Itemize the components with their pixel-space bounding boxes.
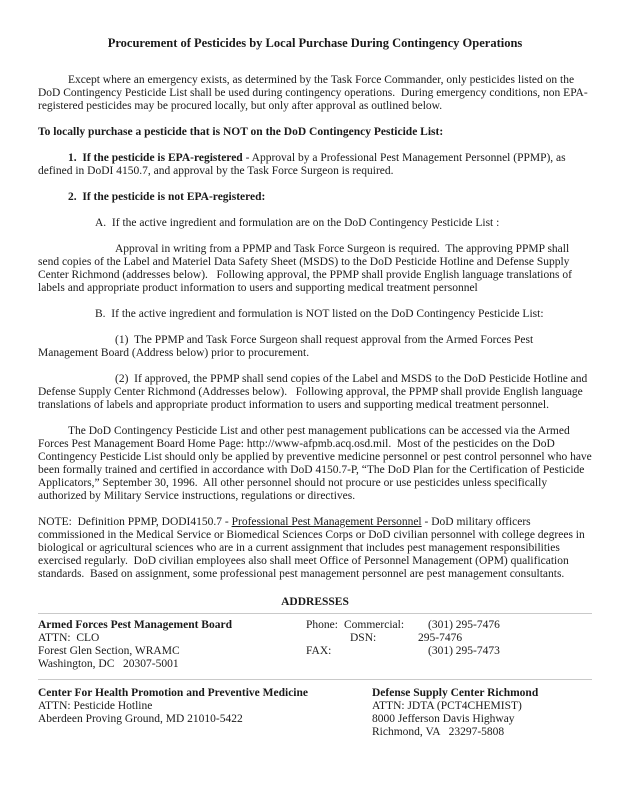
dscr-city: Richmond, VA 23297-5808 [372, 726, 505, 738]
fax-label: FAX: [306, 645, 332, 657]
dscr-address [372, 687, 538, 739]
page-title: Procurement of Pesticides by Local Purchase During Contingency Operations [107, 36, 523, 50]
dscr-attn: ATTN: JDTA (PCT4CHEMIST) [372, 700, 522, 712]
phone-block [306, 619, 500, 658]
item-1-lead: 1. If the pesticide is EPA-registered [68, 152, 243, 164]
item-1-text: - Approval by a Professional Pest Management Personnel (PPMP), as defined in DoDI 4150.7, and approval by the Task Force Surgeon is required. [38, 152, 569, 177]
afpmb-city: Washington, DC 20307-5001 [38, 658, 179, 670]
phone-spacer [306, 632, 344, 645]
note-lead: NOTE: Definition PPMP, DODI4150.7 - [38, 516, 232, 528]
note-rest: - DoD military officers commissioned in the Medical Service or Biomedical Sciences Corps or DoD civilian personnel with college degrees in biological or agricultural sciences who are in a current assignment that includes pest management responsibilities exercised regularly. DoD civilian employees also shall meet Office of Personnel Management (OPM) qualification standards. Based on assignment, some professional pest management personnel are pest management consultants. [38, 516, 588, 580]
intro-paragraph: Except where an emergency exists, as determined by the Task Force Commander, only pesticides listed on the DoD Contingency Pesticide List shall be used during contingency operations. During emergency conditions, non EPA-registered pesticides may be procured locally, but only after approval as outlined below. [38, 74, 588, 112]
dscr-street: 8000 Jefferson Davis Highway [372, 713, 515, 725]
afpmb-name: Armed Forces Pest Management Board [38, 619, 232, 631]
commercial-label: Commercial: [344, 619, 405, 631]
item-2b-paragraph-2: (2) If approved, the PPMP shall send copies of the Label and MSDS to the DoD Pesticide Hotline and Defense Supply Center Richmond (Addresses below). Following approval, the PPMP shall provide English language translations of labels and appropriate product information to users and supporting medical treatment personnel. [38, 373, 591, 411]
chppm-city: Aberdeen Proving Ground, MD 21010-5422 [38, 713, 243, 725]
item-2b-paragraph-1: (1) The PPMP and Task Force Surgeon shall request approval from the Armed Forces Pest Management Board (Address below) prior to procurement. [38, 334, 537, 359]
item-2a-paragraph: Approval in writing from a PPMP and Task Force Surgeon is required. The approving PPMP shall send copies of the Label and Materiel Data Safety Sheet (MSDS) to the DoD Pesticide Hotline and Defense Supply Center Richmond (addresses below). Following approval, the PPMP shall provide English language translations of labels and appropriate product information to users and supporting medical treatment personnel [38, 243, 575, 294]
afpmb-street: Forest Glen Section, WRAMC [38, 645, 180, 657]
chppm-attn: ATTN: Pesticide Hotline [38, 700, 153, 712]
dsn-number: 295-7476 [418, 632, 463, 644]
note-underlined-term: Professional Pest Management Personnel [231, 516, 422, 528]
dscr-name: Defense Supply Center Richmond [372, 687, 539, 699]
address-row-chppm-dscr [38, 679, 592, 739]
access-paragraph: The DoD Contingency Pesticide List and other pest management publications can be accessed via the Armed Forces Pest Management Board Home Page: http://www-afpmb.acq.osd.mil. Most of the pesticides on the DoD Contingency Pesticide List should only be applied by preventive medicine personnel or pest control personnel who have been formally trained and certified in accordance with DoD 4150.7-P, “The DoD Plan for the Certification of Pesticide Applicators,” September 30, 1996. All other personnel should not procure or use pesticides unless specifically authorized by Military Service instructions, regulations or directives. [38, 425, 595, 502]
item-2a-heading: A. If the active ingredient and formulation are on the DoD Contingency Pesticide List : [95, 217, 500, 229]
section-heading: To locally purchase a pesticide that is NOT on the DoD Contingency Pesticide List: [38, 126, 444, 138]
item-2b-heading: B. If the active ingredient and formulation is NOT listed on the DoD Contingency Pesticide List: [95, 308, 544, 320]
afpmb-address [38, 619, 306, 671]
addresses-heading: ADDRESSES [281, 596, 349, 608]
afpmb-attn: ATTN: CLO [38, 632, 100, 644]
fax-spacer [344, 645, 418, 658]
note-paragraph [38, 516, 592, 581]
item-2: 2. If the pesticide is not EPA-registered: [68, 191, 266, 203]
fax-number: (301) 295-7473 [428, 645, 500, 657]
chppm-name: Center For Health Promotion and Preventive Medicine [38, 687, 308, 699]
phone-label: Phone: [306, 619, 338, 631]
dsn-label: DSN: [350, 632, 377, 644]
address-row-afpmb [38, 613, 592, 671]
chppm-address [38, 687, 372, 726]
item-1 [38, 152, 592, 178]
commercial-number: (301) 295-7476 [428, 619, 500, 631]
